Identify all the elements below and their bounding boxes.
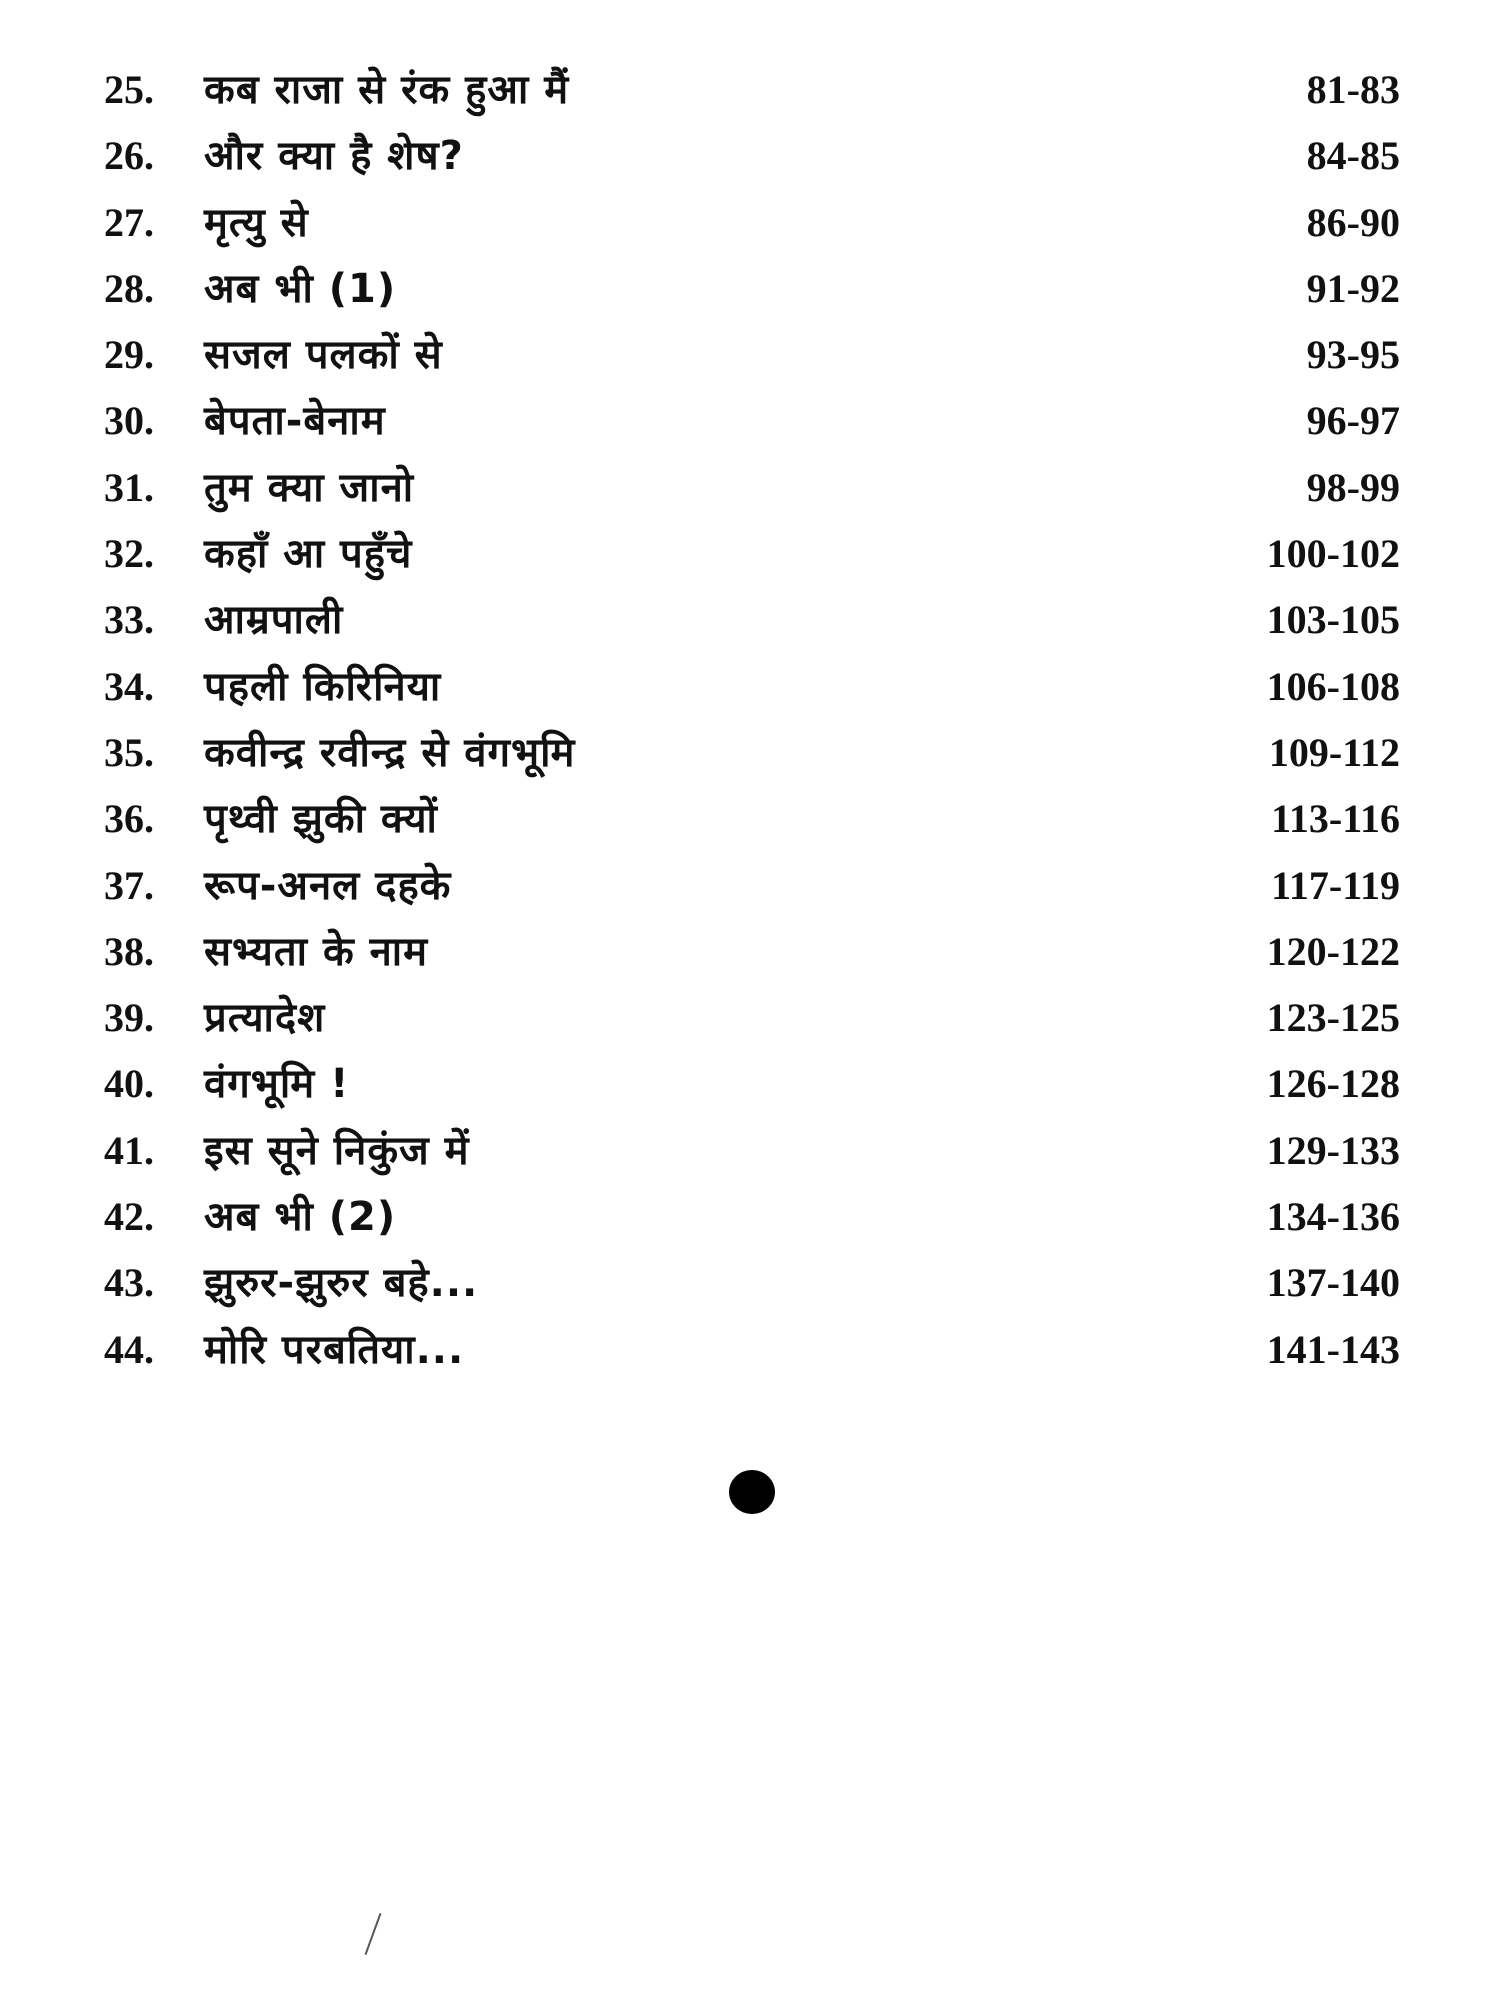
toc-entry-title: तुम क्या जानो bbox=[204, 464, 415, 511]
toc-entry-pages: 123-125 bbox=[1266, 995, 1400, 1041]
toc-entry-title: कहाँ आ पहुँचे bbox=[204, 531, 413, 578]
toc-entry-pages: 137-140 bbox=[1266, 1260, 1400, 1306]
toc-entry-number: 25. bbox=[104, 67, 154, 112]
toc-entry-number: 26. bbox=[104, 133, 154, 179]
toc-entry-number: 36. bbox=[104, 796, 154, 842]
toc-entry-number: 44. bbox=[104, 1326, 154, 1372]
toc-entry-title: अब भी (2) bbox=[204, 1194, 397, 1241]
toc-entry-pages: 129-133 bbox=[1266, 1127, 1400, 1173]
toc-entry-title: बेपता-बेनाम bbox=[204, 398, 386, 445]
toc-entry-number: 31. bbox=[104, 464, 154, 510]
toc-entry-title: सभ्यता के नाम bbox=[204, 928, 429, 975]
toc-entry-number: 35. bbox=[104, 729, 154, 775]
toc-entry bbox=[104, 1191, 1400, 1257]
toc-entry bbox=[104, 263, 1400, 329]
toc-entry-pages: 91-92 bbox=[1306, 265, 1400, 311]
toc-entry-title: पहली किरिनिया bbox=[204, 663, 442, 710]
toc-entry-title: इस सूने निकुंज में bbox=[204, 1127, 470, 1174]
toc-entry-number: 28. bbox=[104, 265, 154, 311]
toc-entry bbox=[104, 64, 1400, 130]
pencil-mark bbox=[365, 1913, 382, 1955]
toc-entry bbox=[104, 528, 1400, 594]
toc-entry-title: झुरुर-झुरुर बहे... bbox=[204, 1260, 479, 1307]
toc-entry-number: 33. bbox=[104, 597, 154, 643]
toc-entry bbox=[104, 727, 1400, 793]
toc-entry-pages: 109-112 bbox=[1268, 729, 1400, 775]
toc-entry bbox=[104, 860, 1400, 926]
toc-entry bbox=[104, 462, 1400, 528]
table-of-contents bbox=[104, 64, 1400, 1390]
toc-entry bbox=[104, 1058, 1400, 1124]
toc-entry-number: 30. bbox=[104, 398, 154, 444]
toc-entry-title: पृथ्वी झुकी क्यों bbox=[204, 796, 438, 843]
toc-entry-pages: 106-108 bbox=[1266, 663, 1400, 709]
toc-entry-pages: 141-143 bbox=[1266, 1326, 1400, 1372]
toc-entry-title: प्रत्यादेश bbox=[204, 995, 326, 1042]
toc-entry-pages: 117-119 bbox=[1271, 862, 1400, 908]
toc-entry-number: 39. bbox=[104, 995, 154, 1041]
toc-entry-number: 37. bbox=[104, 862, 154, 908]
toc-entry bbox=[104, 661, 1400, 727]
toc-entry-pages: 134-136 bbox=[1266, 1194, 1400, 1240]
toc-entry-number: 41. bbox=[104, 1127, 154, 1173]
toc-entry-pages: 84-85 bbox=[1306, 133, 1400, 179]
end-bullet-dot bbox=[729, 1470, 775, 1514]
toc-entry-pages: 93-95 bbox=[1306, 332, 1400, 378]
toc-entry-title: सजल पलकों से bbox=[204, 332, 443, 379]
toc-entry bbox=[104, 1257, 1400, 1323]
toc-entry-pages: 100-102 bbox=[1266, 531, 1400, 577]
toc-entry-title: वंगभूमि ! bbox=[204, 1061, 350, 1108]
toc-entry bbox=[104, 1324, 1400, 1390]
toc-entry-title: मोरि परबतिया... bbox=[204, 1326, 465, 1373]
toc-entry bbox=[104, 926, 1400, 992]
toc-entry bbox=[104, 594, 1400, 660]
toc-entry-pages: 96-97 bbox=[1306, 398, 1400, 444]
toc-entry-number: 43. bbox=[104, 1260, 154, 1306]
toc-entry-number: 38. bbox=[104, 928, 154, 974]
toc-entry bbox=[104, 793, 1400, 859]
toc-entry-pages: 98-99 bbox=[1306, 464, 1400, 510]
toc-entry-pages: 120-122 bbox=[1266, 928, 1400, 974]
toc-entry-title: आम्रपाली bbox=[204, 597, 344, 644]
toc-entry bbox=[104, 329, 1400, 395]
toc-entry-number: 34. bbox=[104, 663, 154, 709]
toc-entry-title: मृत्यु से bbox=[204, 199, 309, 246]
toc-entry-title: और क्या है शेष? bbox=[204, 133, 464, 180]
toc-entry bbox=[104, 395, 1400, 461]
toc-entry-title: कवीन्द्र रवीन्द्र से वंगभूमि bbox=[204, 729, 576, 776]
toc-entry-pages: 126-128 bbox=[1266, 1061, 1400, 1107]
toc-entry-number: 29. bbox=[104, 332, 154, 378]
toc-entry-title: अब भी (1) bbox=[204, 265, 397, 312]
toc-entry bbox=[104, 1125, 1400, 1191]
toc-entry-pages: 86-90 bbox=[1306, 199, 1400, 245]
toc-entry-number: 32. bbox=[104, 531, 154, 577]
toc-entry-number: 40. bbox=[104, 1061, 154, 1107]
toc-entry-title: कब राजा से रंक हुआ मैं bbox=[204, 67, 570, 113]
toc-entry-pages: 81-83 bbox=[1306, 67, 1400, 112]
toc-entry-pages: 113-116 bbox=[1271, 796, 1400, 842]
toc-entry-number: 27. bbox=[104, 199, 154, 245]
toc-entry bbox=[104, 992, 1400, 1058]
toc-entry bbox=[104, 130, 1400, 196]
toc-entry-number: 42. bbox=[104, 1194, 154, 1240]
toc-entry-pages: 103-105 bbox=[1266, 597, 1400, 643]
toc-entry-title: रूप-अनल दहके bbox=[204, 862, 452, 909]
toc-entry bbox=[104, 197, 1400, 263]
